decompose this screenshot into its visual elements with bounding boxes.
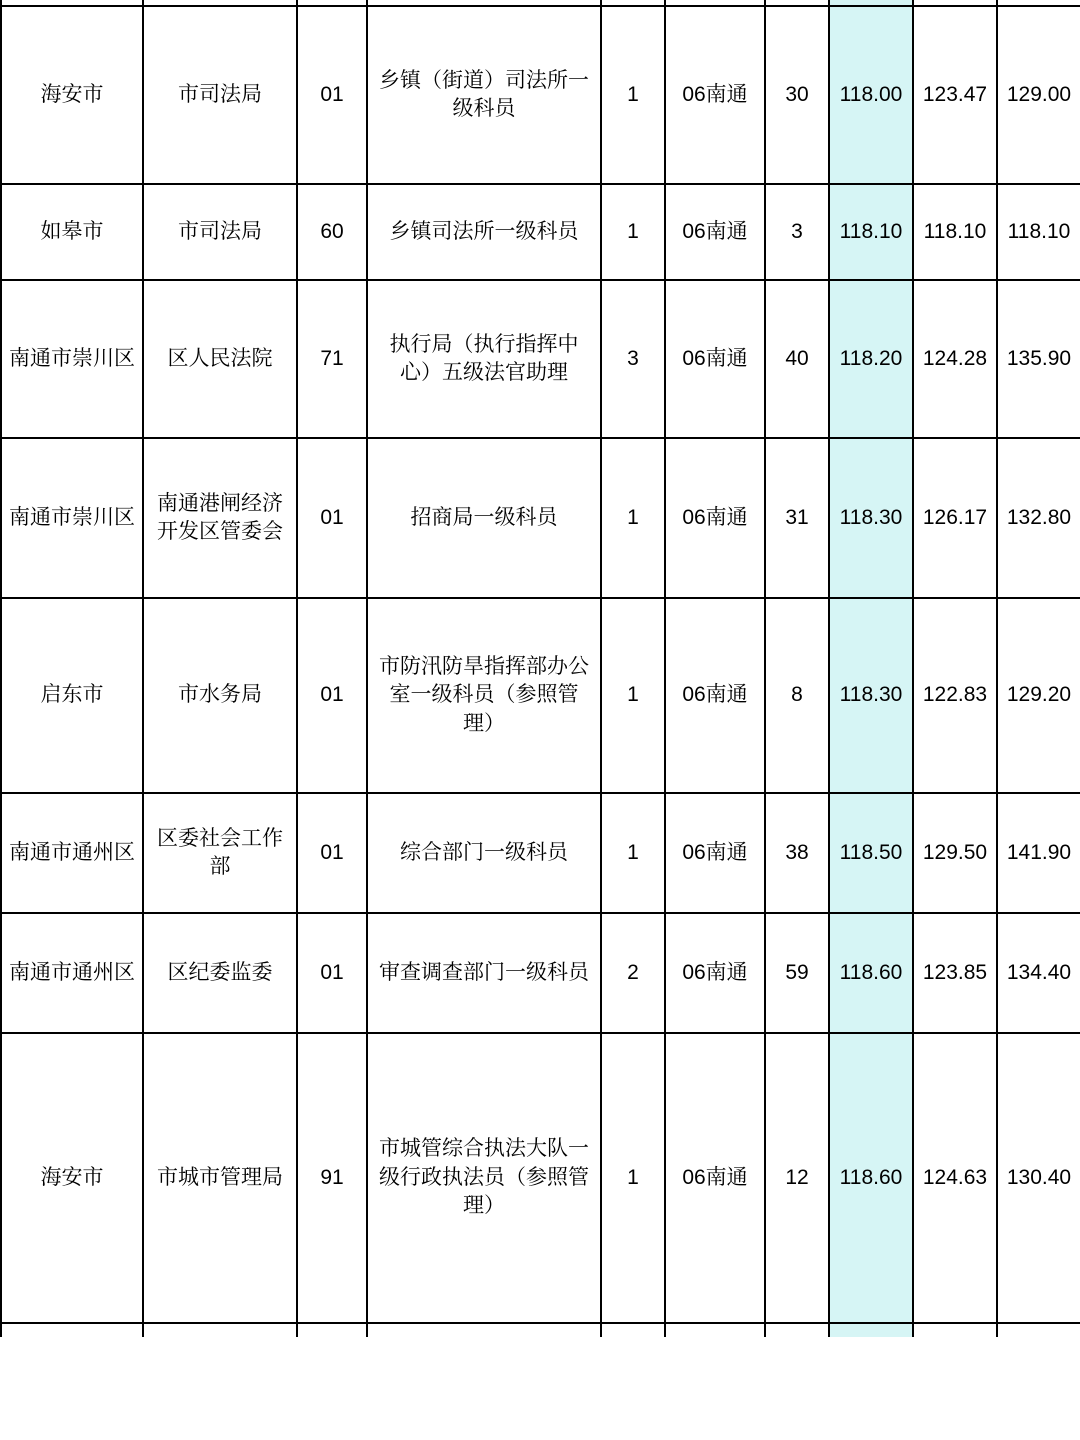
cell-applicants: 38 [765,793,829,913]
cell-area: 海安市 [1,1033,143,1323]
cell-area: 南通市通州区 [1,913,143,1033]
cell-exam-area: 06南通 [665,598,765,793]
cell-avg-score: 118.10 [913,184,997,280]
cell-unit: 区委社会工作部 [143,793,297,913]
cell-position: 乡镇司法所一级科员 [367,184,601,280]
cell-hire-count: 2 [601,913,665,1033]
table-row-partial-bottom [1,1323,1080,1337]
cell-applicants [765,1323,829,1337]
cell-area [1,1323,143,1337]
cell-exam-area: 06南通 [665,793,765,913]
table-row [1,280,1080,438]
cell-code [297,1323,367,1337]
cell-hire-count: 1 [601,6,665,184]
cell-hire-count: 1 [601,1033,665,1323]
cell-area: 海安市 [1,6,143,184]
cell-avg-score: 129.50 [913,793,997,913]
cell-position: 招商局一级科员 [367,438,601,598]
table-row [1,438,1080,598]
cell-max-score: 134.40 [997,913,1080,1033]
cell-min-score: 118.30 [829,598,913,793]
cell-hire-count: 1 [601,598,665,793]
cell-avg-score [913,1323,997,1337]
cell-exam-area [665,1323,765,1337]
cell-avg-score: 123.85 [913,913,997,1033]
cell-avg-score: 123.47 [913,6,997,184]
cell-avg-score: 122.83 [913,598,997,793]
cell-min-score: 118.50 [829,793,913,913]
cell-code: 71 [297,280,367,438]
cell-hire-count: 1 [601,438,665,598]
table-row [1,184,1080,280]
cell-applicants: 30 [765,6,829,184]
cell-applicants: 40 [765,280,829,438]
cell-area: 南通市崇川区 [1,280,143,438]
cell-min-score: 118.30 [829,438,913,598]
cell-hire-count [601,1323,665,1337]
cell-max-score [997,1323,1080,1337]
cell-min-score: 118.20 [829,280,913,438]
table-row [1,598,1080,793]
cell-code: 01 [297,913,367,1033]
cell-unit: 市司法局 [143,6,297,184]
cell-code: 01 [297,438,367,598]
cell-max-score: 129.20 [997,598,1080,793]
cell-applicants: 3 [765,184,829,280]
cell-unit [143,1323,297,1337]
cell-applicants: 31 [765,438,829,598]
table-row [1,793,1080,913]
cell-position: 执行局（执行指挥中心）五级法官助理 [367,280,601,438]
cell-exam-area: 06南通 [665,913,765,1033]
cell-max-score: 135.90 [997,280,1080,438]
cell-position: 市城管综合执法大队一级行政执法员（参照管理） [367,1033,601,1323]
cell-position [367,1323,601,1337]
cell-area: 启东市 [1,598,143,793]
cell-unit: 南通港闸经济开发区管委会 [143,438,297,598]
cell-applicants: 8 [765,598,829,793]
cell-unit: 市水务局 [143,598,297,793]
cell-unit: 市城市管理局 [143,1033,297,1323]
cell-position: 审查调查部门一级科员 [367,913,601,1033]
cell-exam-area: 06南通 [665,184,765,280]
cell-avg-score: 126.17 [913,438,997,598]
cell-max-score: 118.10 [997,184,1080,280]
cell-code: 01 [297,598,367,793]
cell-max-score: 141.90 [997,793,1080,913]
cell-unit: 市司法局 [143,184,297,280]
cell-hire-count: 1 [601,184,665,280]
table-row [1,6,1080,184]
cell-avg-score: 124.28 [913,280,997,438]
cell-position: 乡镇（街道）司法所一级科员 [367,6,601,184]
cell-unit: 区人民法院 [143,280,297,438]
cell-min-score: 118.60 [829,1033,913,1323]
cell-exam-area: 06南通 [665,280,765,438]
cell-exam-area: 06南通 [665,438,765,598]
cell-min-score: 118.00 [829,6,913,184]
cell-hire-count: 1 [601,793,665,913]
cell-code: 01 [297,6,367,184]
cell-min-score: 118.60 [829,913,913,1033]
cell-max-score: 129.00 [997,6,1080,184]
cell-max-score: 130.40 [997,1033,1080,1323]
cell-unit: 区纪委监委 [143,913,297,1033]
table-row [1,1033,1080,1323]
cell-max-score: 132.80 [997,438,1080,598]
cell-applicants: 12 [765,1033,829,1323]
cell-min-score: 118.10 [829,184,913,280]
cell-code: 91 [297,1033,367,1323]
table-row [1,913,1080,1033]
cell-area: 南通市通州区 [1,793,143,913]
cell-area: 如皋市 [1,184,143,280]
cell-code: 60 [297,184,367,280]
cell-min-score [829,1323,913,1337]
cell-applicants: 59 [765,913,829,1033]
cell-hire-count: 3 [601,280,665,438]
cell-code: 01 [297,793,367,913]
cell-position: 综合部门一级科员 [367,793,601,913]
cell-avg-score: 124.63 [913,1033,997,1323]
cell-exam-area: 06南通 [665,6,765,184]
cell-area: 南通市崇川区 [1,438,143,598]
cell-position: 市防汛防旱指挥部办公室一级科员（参照管理） [367,598,601,793]
cell-exam-area: 06南通 [665,1033,765,1323]
